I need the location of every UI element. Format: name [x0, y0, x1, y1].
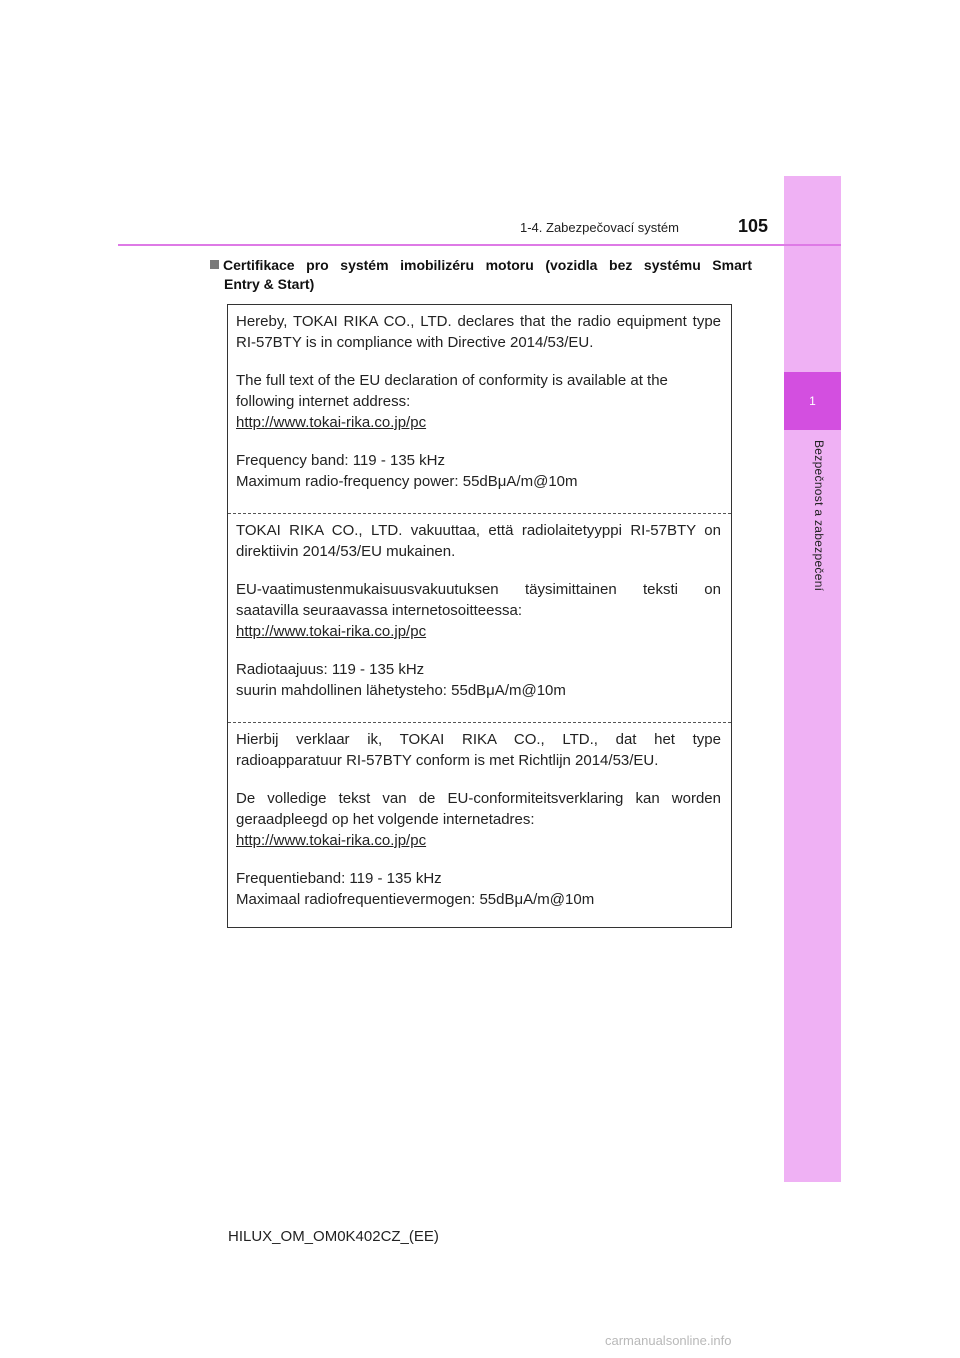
section-title: 1-4. Zabezpečovací systém [520, 220, 679, 235]
cert-section-dutch [228, 729, 731, 910]
chapter-number-badge: 1 [784, 372, 841, 430]
cert-fi-line5: Radiotaajuus: 119 - 135 kHz [236, 661, 425, 678]
heading-text-1: Certifikace pro systém imobilizéru motoru (vozidla bez systému Smart [223, 257, 752, 273]
section-heading [210, 256, 752, 294]
cert-en-line6: Maximum radio-frequency power: 55dBμA/m@10m [236, 473, 578, 490]
cert-section-finnish [228, 520, 731, 701]
header-rule [118, 244, 841, 246]
cert-fi-line2: direktiivin 2014/53/EU mukainen. [236, 543, 456, 560]
cert-nl-line1: Hierbij verklaar ik, TOKAI RIKA CO., LTD., dat het type [236, 731, 721, 748]
cert-en-line5: Frequency band: 119 - 135 kHz [236, 452, 446, 469]
certificate-box [227, 304, 732, 928]
section-divider [228, 722, 731, 723]
cert-nl-line6: Maximaal radiofrequentievermogen: 55dBμA/m@10m [236, 891, 595, 908]
watermark: carmanualsonline.info [605, 1333, 732, 1348]
square-bullet-icon [210, 260, 219, 269]
cert-fi-link[interactable]: http://www.tokai-rika.co.jp/pc [236, 623, 427, 640]
chapter-side-tab [784, 176, 841, 1182]
heading-line-1 [210, 256, 752, 275]
cert-en-line2: RI-57BTY is in compliance with Directive 2014/53/EU. [236, 334, 594, 351]
page-number: 105 [738, 216, 769, 236]
section-divider [228, 513, 731, 514]
cert-en-link[interactable]: http://www.tokai-rika.co.jp/pc [236, 414, 427, 431]
cert-en-line4: following internet address: [236, 393, 411, 410]
cert-fi-line4: saatavilla seuraavassa internetosoitteessa: [236, 602, 522, 619]
cert-en-line3: The full text of the EU declaration of conformity is available at the [236, 372, 668, 389]
cert-fi-line3: EU-vaatimustenmukaisuusvakuutuksen täysimittainen teksti on [236, 581, 721, 598]
document-code: HILUX_OM_OM0K402CZ_(EE) [228, 1228, 439, 1245]
cert-en-line1: Hereby, TOKAI RIKA CO., LTD. declares that the radio equipment type [236, 313, 721, 330]
cert-nl-link[interactable]: http://www.tokai-rika.co.jp/pc [236, 832, 427, 849]
cert-nl-line4: geraadpleegd op het volgende internetadres: [236, 811, 535, 828]
cert-section-english [228, 311, 731, 492]
cert-nl-line5: Frequentieband: 119 - 135 kHz [236, 870, 442, 887]
cert-nl-line2: radioapparatuur RI-57BTY conform is met Richtlijn 2014/53/EU. [236, 752, 659, 769]
chapter-side-title: Bezpečnost a zabezpečení [812, 440, 826, 592]
cert-fi-line6: suurin mahdollinen lähetysteho: 55dBμA/m@10m [236, 682, 566, 699]
cert-nl-line3: De volledige tekst van de EU-conformiteitsverklaring kan worden [236, 790, 721, 807]
cert-fi-line1: TOKAI RIKA CO., LTD. vakuuttaa, että radiolaitetyyppi RI-57BTY on [236, 522, 721, 539]
heading-line-2: Entry & Start) [224, 276, 315, 292]
